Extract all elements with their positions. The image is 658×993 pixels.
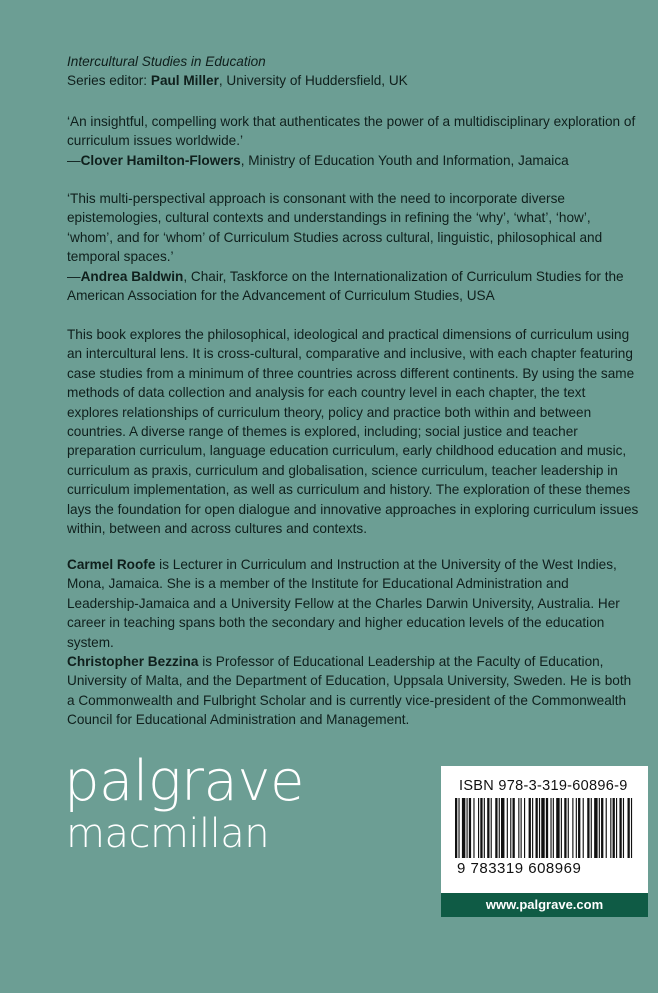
endorser-affiliation: , Ministry of Education Youth and Information, Jamaica (240, 152, 569, 168)
barcode-bar (484, 798, 485, 858)
barcode-bar (518, 798, 519, 858)
barcode-bar (480, 798, 482, 858)
book-description: This book explores the philosophical, ideological and practical dimensions of curriculum using an intercultural lens. It is cross-cultural, comparative and inclusive, with each chapter featuring case studies from a minimum of three countries across different continents. By using the same methods of data collection and analysis for each country level in each chapter, the text explores relationships of curriculum theory, policy and practice both within and between countries. A diverse range of themes is explored, including; social justice and teacher preparation curriculum, language education curriculum, early childhood education and music, curriculum as praxis, curriculum and globalisation, science curriculum, teacher leadership in curriculum implementation, as well as curriculum and history. The exploration of these themes lays the foundation for open dialogue and innovative approaches in exploring curriculum issues within, between and across cultures and contexts. (67, 327, 639, 537)
isbn-barcode-box (441, 766, 648, 893)
endorser-name: Clover Hamilton-Flowers (80, 152, 241, 168)
barcode-bar (631, 798, 632, 858)
endorsement-quote: ‘This multi-perspectival approach is consonant with the need to incorporate diverse epistemologies, cultural contexts and understandings in refining the ‘why’, ‘what’, ‘how’, ‘whom’, and for ‘whom’ of Curriculum Studies across cultural, linguistic, philosophical and temporal spaces.’ (67, 191, 603, 265)
endorsement-quote: ‘An insightful, compelling work that authenticates the power of a multidisciplinary exploration of curriculum issues worldwide.’ (67, 114, 636, 149)
barcode-bar (524, 798, 525, 858)
barcode-bar (578, 798, 580, 858)
barcode-bar (564, 798, 566, 858)
barcode-digits: 9 783319 608969 (457, 860, 582, 877)
endorsement-attribution (67, 267, 639, 306)
barcode-bar (606, 798, 607, 858)
barcode-bar (587, 798, 589, 858)
barcode-bar (458, 798, 459, 858)
publisher-url: www.palgrave.com (441, 893, 648, 917)
series-editor-prefix: Series editor: (67, 73, 151, 89)
series-info (67, 52, 639, 91)
barcode-bar (594, 798, 597, 858)
barcode-bar (546, 798, 548, 858)
barcode-bar (532, 798, 533, 858)
barcode-bar (513, 798, 515, 858)
endorsement-dash: — (67, 152, 81, 168)
barcode-bar (487, 798, 489, 858)
publisher-logo-line2: macmillan (66, 811, 270, 857)
publisher-logo-line1: palgrave (64, 749, 304, 814)
author-bio-2 (67, 652, 639, 730)
barcode-bar (507, 798, 508, 858)
barcode-bar (539, 798, 540, 858)
barcode-bar (491, 798, 492, 858)
barcode-bar (613, 798, 615, 858)
barcode-bar (469, 798, 471, 858)
author-bio-text: is Professor of Educational Leadership at the Faculty of Education, University of Malta, and the Department of Education, Uppsala University, Sweden. He is both a Commonwealth and Fulbright Scholar and is currently vice-president of the Commonwealth Council for Educational Administration and Management. (67, 654, 632, 728)
endorsement-dash: — (67, 268, 81, 284)
endorser-affiliation: , Chair, Taskforce on the Internationalization of Curriculum Studies for the American Association for the Advancement of Curriculum Studies, USA (67, 268, 624, 304)
barcode-bar (478, 798, 479, 858)
series-title: Intercultural Studies in Education (67, 54, 266, 69)
barcode-bar (610, 798, 611, 858)
barcode-bar (601, 798, 603, 858)
barcode-bar (591, 798, 592, 858)
barcode-bar (556, 798, 559, 858)
barcode-bar (561, 798, 562, 858)
barcode-bar (473, 798, 474, 858)
author-bio-1 (67, 555, 639, 652)
barcode-bar (599, 798, 600, 858)
barcode-bar (462, 798, 465, 858)
barcode-bar (510, 798, 511, 858)
barcode-bar (628, 798, 630, 858)
barcode-bar (501, 798, 504, 858)
barcode-bar (568, 798, 569, 858)
author-name: Christopher Bezzina (67, 654, 199, 669)
publisher-logo (64, 749, 304, 857)
barcode-bar (619, 798, 621, 858)
endorsement-2 (67, 189, 639, 305)
barcode-bar (467, 798, 468, 858)
series-editor-name: Paul Miller (150, 73, 219, 89)
barcode-bar (553, 798, 554, 858)
barcode-bar (541, 798, 544, 858)
barcode-bar (529, 798, 531, 858)
author-name: Carmel Roofe (67, 557, 156, 572)
endorsement-1 (67, 112, 639, 170)
series-editor-affiliation: , University of Huddersfield, UK (218, 73, 408, 89)
barcode-bar (550, 798, 551, 858)
barcode-bar (572, 798, 573, 858)
barcode-bar (576, 798, 577, 858)
series-editor (67, 71, 639, 90)
barcode-bar (521, 798, 522, 858)
barcode-image (455, 798, 635, 860)
barcode-bar (536, 798, 538, 858)
author-bio-text: is Lecturer in Curriculum and Instruction at the University of the West Indies, Mona, Jamaica. She is a member of the Institute for Educational Administration and Leadership-Jamaica and a University Fellow at the Charles Darwin University, Australia. Her career in teaching spans both the secondary and higher education levels of the education system. (67, 557, 620, 650)
barcode-bar (616, 798, 617, 858)
barcode-bar (583, 798, 584, 858)
barcode-bar (455, 798, 457, 858)
barcode-bar (499, 798, 500, 858)
barcode-bar (495, 798, 497, 858)
isbn-label: ISBN 978-3-319-60896-9 (459, 778, 628, 794)
endorser-name: Andrea Baldwin (80, 268, 184, 284)
endorsement-attribution (67, 151, 639, 170)
barcode-bar (623, 798, 624, 858)
